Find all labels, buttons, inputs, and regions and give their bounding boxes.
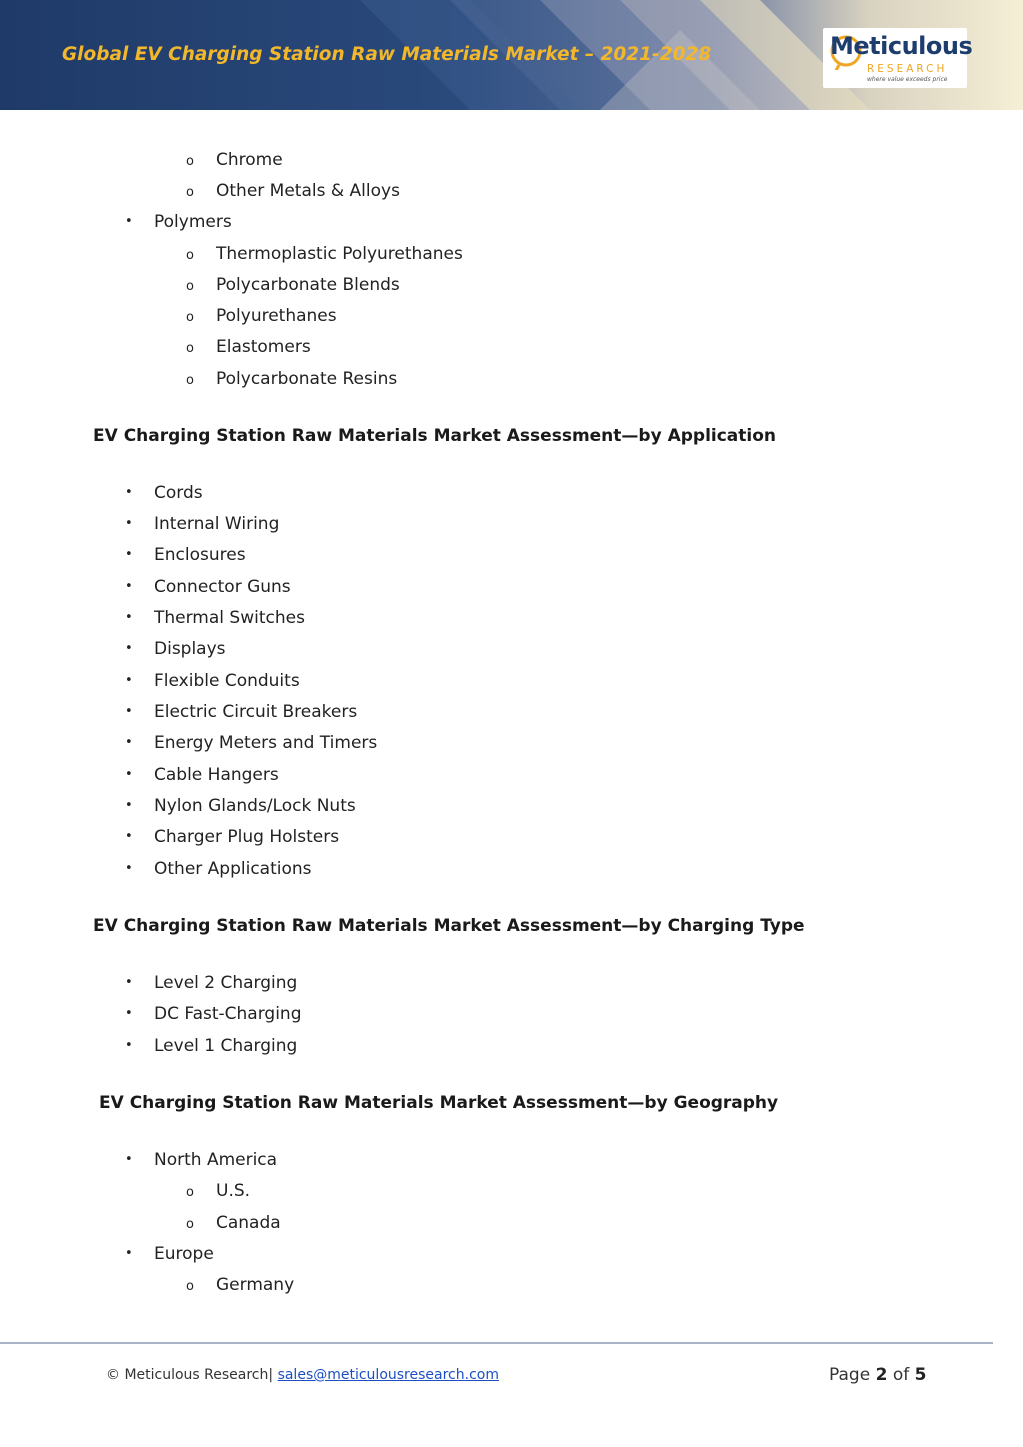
- company-logo: [823, 28, 973, 88]
- email-link[interactable]: sales@meticulousresearch.com: [277, 1367, 499, 1383]
- sub-bullet-icon: o: [186, 1279, 194, 1294]
- section-heading-geography: EV Charging Station Raw Materials Market Assessment—by Geography: [99, 1093, 779, 1113]
- bullet-icon: •: [125, 610, 133, 625]
- report-title: Global EV Charging Station Raw Materials Market – 2021-2028: [62, 44, 712, 65]
- bullet-icon: •: [125, 798, 133, 813]
- bullet-icon: •: [125, 1246, 133, 1261]
- footer-copyright: [106, 1367, 499, 1383]
- header-banner: [0, 0, 1023, 110]
- bullet-icon: •: [125, 547, 133, 562]
- bullet-icon: •: [125, 214, 133, 229]
- bullet-icon: •: [125, 704, 133, 719]
- sub-bullet-icon: o: [186, 279, 194, 294]
- bullet-icon: •: [125, 829, 133, 844]
- sub-bullet-icon: o: [186, 1185, 194, 1200]
- copyright-text: © Meticulous Research|: [106, 1367, 274, 1383]
- bullet-icon: •: [125, 485, 133, 500]
- sub-bullet-icon: o: [186, 373, 194, 388]
- sub-bullet-icon: o: [186, 341, 194, 356]
- sub-bullet-icon: o: [186, 185, 194, 200]
- section-heading-application: EV Charging Station Raw Materials Market Assessment—by Application: [93, 426, 777, 446]
- bullet-icon: •: [125, 579, 133, 594]
- section-heading-charging-type: EV Charging Station Raw Materials Market Assessment—by Charging Type: [93, 916, 805, 936]
- bullet-icon: •: [125, 735, 133, 750]
- bullet-icon: •: [125, 767, 133, 782]
- footer-divider: [0, 1342, 993, 1344]
- bullet-icon: •: [125, 516, 133, 531]
- logo-tagline: where value exceeds price: [867, 76, 948, 83]
- page-number: Page 2 of 5: [829, 1365, 927, 1385]
- bullet-icon: •: [125, 975, 133, 990]
- bullet-icon: •: [125, 1152, 133, 1167]
- page-total: 5: [914, 1365, 927, 1385]
- bullet-icon: •: [125, 861, 133, 876]
- page-current: 2: [875, 1365, 888, 1385]
- sub-bullet-icon: o: [186, 154, 194, 169]
- logo-name: Meticulous: [830, 32, 973, 60]
- bullet-icon: •: [125, 1006, 133, 1021]
- bullet-icon: •: [125, 641, 133, 656]
- sub-bullet-icon: o: [186, 248, 194, 263]
- bullet-icon: •: [125, 1038, 133, 1053]
- bullet-icon: •: [125, 673, 133, 688]
- logo-subtitle: RESEARCH: [867, 63, 948, 75]
- sub-bullet-icon: o: [186, 310, 194, 325]
- sub-bullet-icon: o: [186, 1217, 194, 1232]
